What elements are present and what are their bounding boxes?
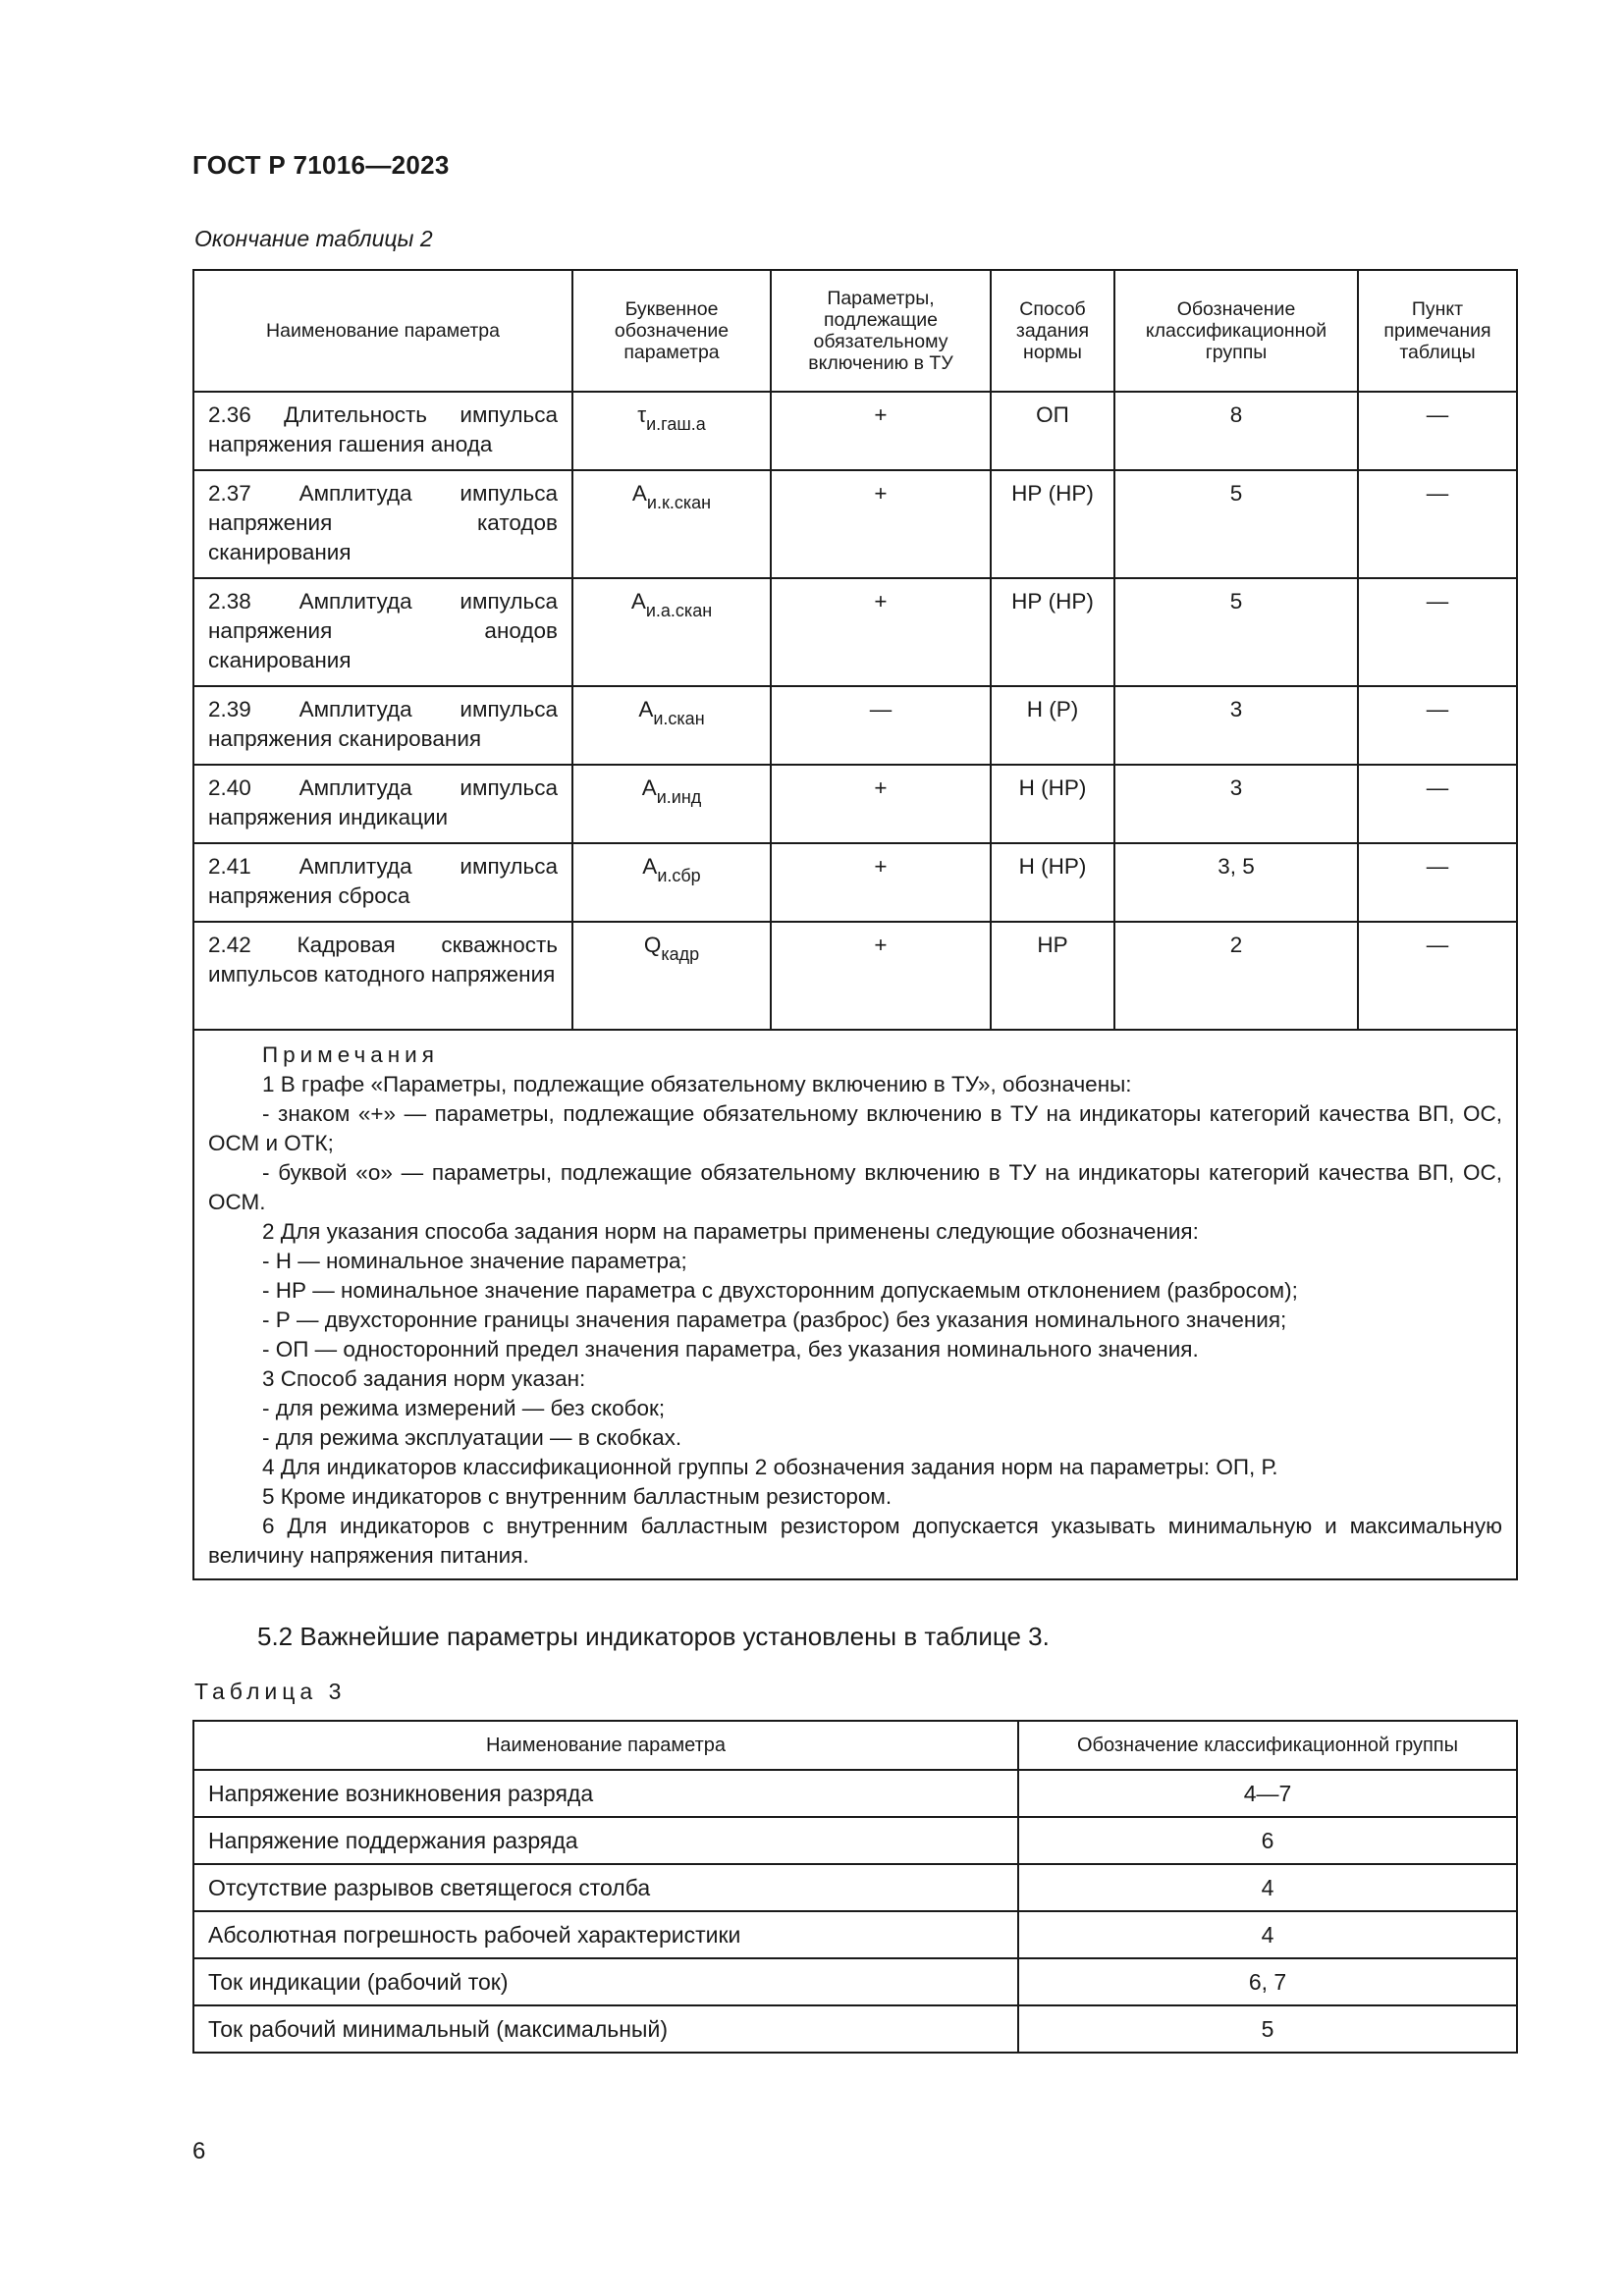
paragraph-5-2: 5.2 Важнейшие параметры индикаторов установлены в таблице 3.: [257, 1622, 1050, 1651]
param-name: Напряжение поддержания разряда: [193, 1817, 1018, 1864]
norm-method: НР: [991, 922, 1114, 1030]
class-group: 3, 5: [1114, 843, 1358, 922]
notes-row: [193, 1030, 1517, 1579]
param-name: 2.41 Амплитуда импульса напряжения сброса: [193, 843, 572, 922]
table-row: [193, 1911, 1517, 1958]
note-line: - НР — номинальное значение параметра с двухсторонним допускаемым отклонением (разбросом);: [262, 1278, 1298, 1303]
symbol-subscript: и.а.скан: [645, 601, 713, 620]
class-group: 3: [1114, 686, 1358, 765]
param-name: 2.36 Длительность импульса напряжения гашения анода: [193, 392, 572, 470]
symbol-subscript: и.скан: [653, 709, 705, 728]
col-header-name: Наименование параметра: [193, 1721, 1018, 1770]
notes-title: Примечания: [262, 1042, 439, 1067]
note-ref: —: [1358, 686, 1517, 765]
note-line: 5 Кроме индикаторов с внутренним балластным резистором.: [262, 1484, 893, 1509]
class-group: 4: [1018, 1911, 1517, 1958]
col-header-name: Наименование параметра: [193, 270, 572, 392]
table-row: [193, 922, 1517, 1030]
class-group: 2: [1114, 922, 1358, 1030]
table-row: [193, 1817, 1517, 1864]
param-name: Ток индикации (рабочий ток): [193, 1958, 1018, 2005]
note-line: 2 Для указания способа задания норм на параметры применены следующие обозначения:: [262, 1219, 1199, 1244]
table-row: [193, 765, 1517, 843]
param-name: Ток рабочий минимальный (максимальный): [193, 2005, 1018, 2053]
note-ref: —: [1358, 922, 1517, 1030]
param-symbol: [572, 922, 771, 1030]
table2-header-row: [193, 270, 1517, 392]
param-name: 2.38 Амплитуда импульса напряжения анодов сканирования: [193, 578, 572, 686]
tu-flag: +: [771, 392, 991, 470]
col-header-note: Пункт примечания таблицы: [1358, 270, 1517, 392]
class-group: 6, 7: [1018, 1958, 1517, 2005]
class-group: 5: [1114, 470, 1358, 578]
param-symbol: [572, 765, 771, 843]
note-line: - Р — двухсторонние границы значения параметра (разброс) без указания номинального значения;: [262, 1308, 1287, 1332]
symbol-base: τ: [637, 402, 647, 427]
tu-flag: +: [771, 765, 991, 843]
note-line: 3 Способ задания норм указан:: [262, 1366, 586, 1391]
class-group: 4: [1018, 1864, 1517, 1911]
class-group: 3: [1114, 765, 1358, 843]
note-line: - буквой «о» — параметры, подлежащие обязательному включению в ТУ на индикаторы категорий качества ВП, ОС, ОСМ.: [208, 1160, 1502, 1214]
symbol-subscript: и.инд: [656, 787, 702, 807]
class-group: 4—7: [1018, 1770, 1517, 1817]
class-group: 5: [1018, 2005, 1517, 2053]
tu-flag: +: [771, 922, 991, 1030]
col-header-group: Обозначение классификационной группы: [1018, 1721, 1517, 1770]
table-row: [193, 2005, 1517, 2053]
table-row: [193, 470, 1517, 578]
note-line: 1 В графе «Параметры, подлежащие обязательному включению в ТУ», обозначены:: [262, 1072, 1132, 1096]
table3-header-row: [193, 1721, 1517, 1770]
table-row: [193, 1958, 1517, 2005]
norm-method: НР (НР): [991, 470, 1114, 578]
note-ref: —: [1358, 470, 1517, 578]
param-name: 2.40 Амплитуда импульса напряжения индикации: [193, 765, 572, 843]
table2-caption: Окончание таблицы 2: [194, 226, 433, 251]
note-ref: —: [1358, 765, 1517, 843]
symbol-subscript: и.сбр: [657, 866, 701, 885]
note-ref: —: [1358, 392, 1517, 470]
param-name: Абсолютная погрешность рабочей характеристики: [193, 1911, 1018, 1958]
col-header-tu: Параметры, подлежащие обязательному включению в ТУ: [771, 270, 991, 392]
tu-flag: +: [771, 578, 991, 686]
note-line: - для режима эксплуатации — в скобках.: [262, 1425, 682, 1450]
table-row: [193, 1864, 1517, 1911]
norm-method: ОП: [991, 392, 1114, 470]
param-symbol: [572, 843, 771, 922]
param-symbol: [572, 392, 771, 470]
norm-method: Н (НР): [991, 765, 1114, 843]
note-line: - знаком «+» — параметры, подлежащие обязательному включению в ТУ на индикаторы категорий качества ВП, ОС, ОСМ и ОТК;: [208, 1101, 1502, 1155]
table-2: [192, 269, 1518, 1580]
symbol-subscript: и.к.скан: [646, 493, 712, 512]
symbol-subscript: кадр: [661, 944, 700, 964]
col-header-symbol: Буквенное обозначение параметра: [572, 270, 771, 392]
notes-block: [193, 1030, 1517, 1579]
symbol-subscript: и.гаш.а: [646, 414, 706, 434]
class-group: 5: [1114, 578, 1358, 686]
symbol-base: А: [642, 854, 658, 879]
col-header-method: Способ задания нормы: [991, 270, 1114, 392]
tu-flag: —: [771, 686, 991, 765]
param-symbol: [572, 578, 771, 686]
norm-method: НР (НР): [991, 578, 1114, 686]
symbol-base: А: [631, 481, 647, 506]
note-line: 6 Для индикаторов с внутренним балластным резистором допускается указывать минимальную и максимальную величину напряжения питания.: [208, 1514, 1502, 1568]
param-symbol: [572, 470, 771, 578]
note-line: - для режима измерений — без скобок;: [262, 1396, 666, 1420]
param-name: 2.42 Кадровая скважность импульсов катодного напряжения: [193, 922, 572, 1030]
page-number: 6: [192, 2138, 206, 2164]
norm-method: Н (Р): [991, 686, 1114, 765]
symbol-base: А: [641, 775, 657, 800]
table-row: [193, 392, 1517, 470]
table-3: [192, 1720, 1518, 2054]
param-name: Отсутствие разрывов светящегося столба: [193, 1864, 1018, 1911]
param-name: 2.39 Амплитуда импульса напряжения сканирования: [193, 686, 572, 765]
param-symbol: [572, 686, 771, 765]
note-line: 4 Для индикаторов классификационной группы 2 обозначения задания норм на параметры: ОП, Р.: [262, 1455, 1278, 1479]
table-row: [193, 686, 1517, 765]
symbol-base: А: [630, 589, 646, 614]
note-ref: —: [1358, 843, 1517, 922]
table-row: [193, 843, 1517, 922]
table3-caption: Таблица 3: [194, 1679, 347, 1704]
class-group: 8: [1114, 392, 1358, 470]
tu-flag: +: [771, 470, 991, 578]
tu-flag: +: [771, 843, 991, 922]
document-header: ГОСТ Р 71016—2023: [192, 150, 450, 180]
param-name: Напряжение возникновения разряда: [193, 1770, 1018, 1817]
table-row: [193, 1770, 1517, 1817]
symbol-base: А: [638, 697, 654, 721]
note-line: - ОП — односторонний предел значения параметра, без указания номинального значения.: [262, 1337, 1199, 1362]
param-name: 2.37 Амплитуда импульса напряжения катодов сканирования: [193, 470, 572, 578]
symbol-base: Q: [643, 933, 662, 957]
class-group: 6: [1018, 1817, 1517, 1864]
note-line: - Н — номинальное значение параметра;: [262, 1249, 687, 1273]
norm-method: Н (НР): [991, 843, 1114, 922]
note-ref: —: [1358, 578, 1517, 686]
table-row: [193, 578, 1517, 686]
col-header-group: Обозначение классификационной группы: [1114, 270, 1358, 392]
